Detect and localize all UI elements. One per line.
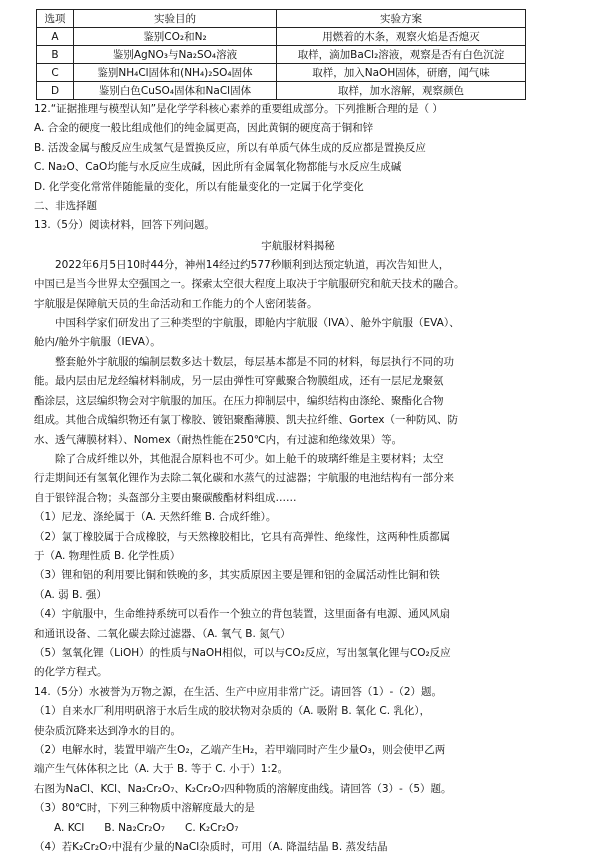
text-line: 中国科学家们研发出了三种类型的宇航服，即舱内宇航服（IVA）、舱外宇航服（EVA）、 xyxy=(55,317,460,330)
table-cell: 鉴别CO₂和N₂ xyxy=(74,28,277,46)
article-paragraph xyxy=(34,314,562,353)
sub-question-2-cont: 端产生气体体积之比（A. 大于 B. 等于 C. 小于）1:2。 xyxy=(34,763,289,776)
table-cell: D xyxy=(37,82,74,100)
text-line: 水、透气薄膜材料）、Nomex（耐热性能在250℃内，有过滤和绝缘效果）等。 xyxy=(34,433,403,446)
options-table xyxy=(36,9,526,100)
table-row xyxy=(37,28,526,46)
question-12 xyxy=(34,100,562,197)
text-line: 酯涂层，这层编织物会对宇航服的加压。在压力抑制层中，编织结构由涤纶、聚酯化合物 xyxy=(34,394,444,407)
sub-question-3: （3）锂和铝的利用要比铜和铁晚的多，其实质原因主要是锂和铝的金属活动性比铜和铁 xyxy=(34,569,440,582)
option-a: A. 合金的硬度一般比组成他们的纯金属更高，因此黄铜的硬度高于铜和锌 xyxy=(34,122,374,135)
sub-question-1-cont: 使杂质沉降来达到净水的目的。 xyxy=(34,724,181,737)
question-14 xyxy=(34,683,562,857)
text-line: 2022年6月5日10时44分，神州14经过约577秒顺利到达预定轨道，再次告知世人， xyxy=(55,258,450,271)
table-header-cell: 实验方案 xyxy=(277,10,526,28)
table-header-cell: 实验目的 xyxy=(74,10,277,28)
table-row xyxy=(37,82,526,100)
sub-question-4: （4）宇航服中，生命维持系统可以看作一个独立的背包装置，这里面备有电源、通风风扇 xyxy=(34,608,451,621)
text-line: 除了合成纤维以外，其他混合原料也不可少。如上舱千的玻璃纤维是主要材料；太空 xyxy=(55,452,444,465)
table-header-row xyxy=(37,10,526,28)
text-line: 宇航服是保障航天员的生命活动和工作能力的个人密闭装备。 xyxy=(34,297,318,310)
sub-question-2: （2）氯丁橡胶属于合成橡胶，与天然橡胶相比，它具有高弹性、绝缘性，这两种性质都属 xyxy=(34,530,451,543)
sub-question-3: （3）80℃时，下列三种物质中溶解度最大的是 xyxy=(34,802,255,815)
question-13 xyxy=(34,216,562,682)
text-line: 中国已是当今世界太空强国之一。探索太空很大程度上取决于宇航服研究和航天技术的融合。 xyxy=(34,278,465,291)
option-d: D. 化学变化常常伴随能量的变化，所以有能量变化的一定属于化学变化 xyxy=(34,180,364,193)
text-line: 自于银锌混合物；头盔部分主要由聚碳酸酯材料组成…… xyxy=(34,491,297,504)
sub-question-5-cont: 的化学方程式。 xyxy=(34,666,108,679)
article-paragraph xyxy=(34,450,562,508)
table-header-cell: 选项 xyxy=(37,10,74,28)
question-stem: 12.“证据推理与模型认知”是化学学科核心素养的重要组成部分。下列推断合理的是（ ） xyxy=(34,103,443,115)
table-cell: 用燃着的木条，观察火焰是否熄灭 xyxy=(277,28,526,46)
sub-question-1: （1）尼龙、涤纶属于（A. 天然纤维 B. 合成纤维）。 xyxy=(34,511,277,524)
sub-question-4-cont: 和通讯设备、二氧化碳去除过滤器、（A. 氧气 B. 氮气） xyxy=(34,627,291,640)
table-cell: 取样，加入NaOH固体，研磨，闻气味 xyxy=(277,64,526,82)
figure-intro: 右图为NaCl、KCl、Na₂Cr₂O₇、K₂Cr₂O₇四种物质的溶解度曲线。请回答（3）-（5）题。 xyxy=(34,782,452,795)
text-line: 行走期间还有氢氧化锂作为去除二氧化碳和水蒸气的过滤器；宇航服的电池结构有一部分来 xyxy=(34,472,454,485)
option-b: B. 活泼金属与酸反应生成氢气是置换反应，所以有单质气体生成的反应都是置换反应 xyxy=(34,141,426,154)
question-stem: 13.（5分）阅读材料，回答下列问题。 xyxy=(34,219,215,232)
article-paragraph xyxy=(34,353,562,450)
table-cell: 取样，滴加BaCl₂溶液，观察是否有白色沉淀 xyxy=(277,46,526,64)
table-cell: 鉴别白色CuSO₄固体和NaCl固体 xyxy=(74,82,277,100)
sub-question-2-cont: 于（A. 物理性质 B. 化学性质） xyxy=(34,549,181,562)
table-row xyxy=(37,46,526,64)
table-cell: 鉴别NH₄Cl固体和(NH₄)₂SO₄固体 xyxy=(74,64,277,82)
table-cell: 鉴别AgNO₃与Na₂SO₄溶液 xyxy=(74,46,277,64)
sub-question-2: （2）电解水时，装置甲端产生O₂，乙端产生H₂，若甲端同时产生少量O₃，则会使甲乙两 xyxy=(34,744,446,756)
sub-question-3-options: A. KCl B. Na₂Cr₂O₇ C. K₂Cr₂O₇ xyxy=(34,821,239,834)
table-cell: 取样，加水溶解，观察颜色 xyxy=(277,82,526,100)
text-line: 组成。其他合成编织物还有氯丁橡胶、镀铝聚酯薄膜、凯夫拉纤维、Gortex（一种防风、防 xyxy=(34,414,458,427)
question-stem: 14.（5分）水被誉为万物之源，在生活、生产中应用非常广泛。请回答（1）-（2）题。 xyxy=(34,685,443,698)
sub-question-1: （1）自来水厂利用明矾溶于水后生成的胶状物对杂质的（A. 吸附 B. 氧化 C. 乳化）， xyxy=(34,705,431,718)
option-c: C. Na₂O、CaO均能与水反应生成碱，因此所有金属氧化物都能与水反应生成碱 xyxy=(34,161,402,174)
sub-question-4: （4）若K₂Cr₂O₇中混有少量的NaCl杂质时，可用（A. 降温结晶 B. 蒸发结晶 xyxy=(34,841,388,854)
text-line: 舱内/舱外宇航服（IEVA）。 xyxy=(34,336,161,349)
table-row xyxy=(37,64,526,82)
text-line: 能。最内层由尼龙经编材料制成，另一层由弹性可穿戴聚合物膜组成，还有一层尼龙聚氨 xyxy=(34,375,444,388)
table-cell: C xyxy=(37,64,74,82)
article-title: 宇航服材料揭秘 xyxy=(261,239,335,252)
text-line: 整套舱外宇航服的编制层数多达十数层，每层基本都是不同的材料，每层执行不同的功 xyxy=(55,355,454,368)
section-heading: 二、非选择题 xyxy=(34,200,97,213)
table-cell: A xyxy=(37,28,74,46)
exam-page xyxy=(34,9,562,857)
sub-question-5: （5）氢氧化锂（LiOH）的性质与NaOH相似，可以与CO₂反应，写出氢氧化锂与CO₂反应 xyxy=(34,646,451,659)
table-cell: B xyxy=(37,46,74,64)
sub-question-3-cont: （A. 弱 B. 强） xyxy=(34,588,107,601)
article-paragraph xyxy=(34,256,562,314)
